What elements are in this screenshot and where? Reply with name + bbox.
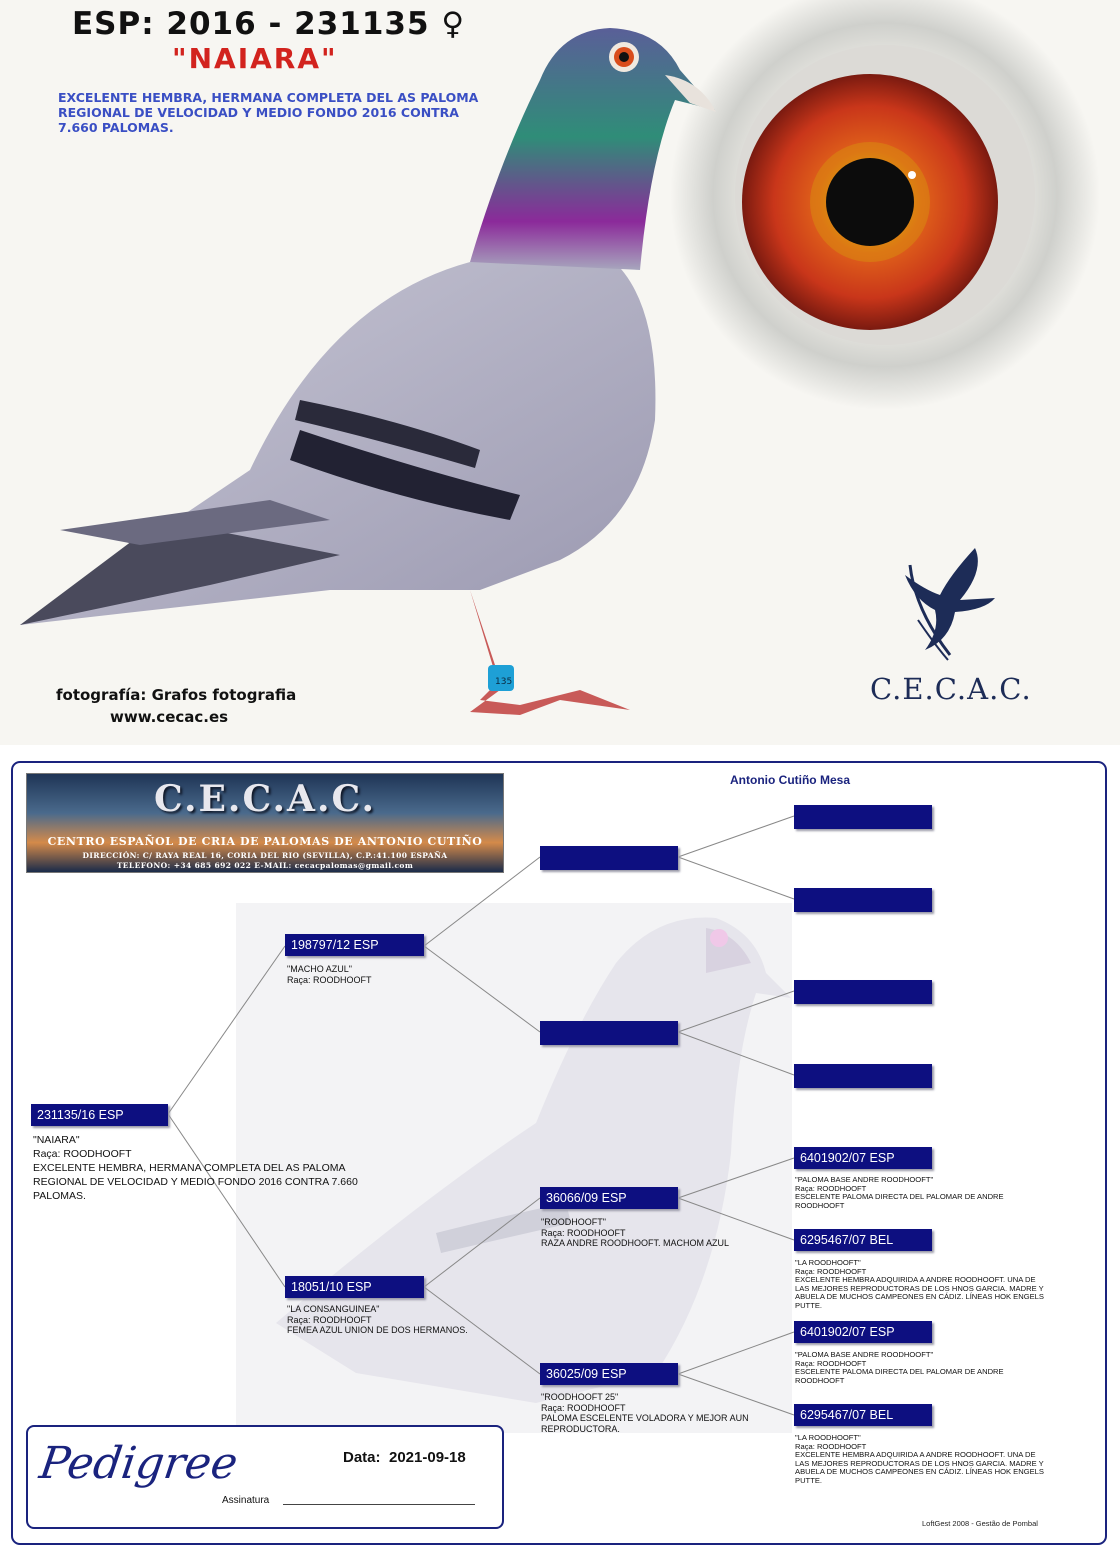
sire-breed: Raça: ROODHOOFT <box>287 974 372 985</box>
signature-label: Assinatura <box>222 1495 270 1506</box>
ggp-notes-6: EXCELENTE HEMBRA ADQUIRIDA A ANDRE ROODHOOFT. UNA DE LAS MEJORES REPRODUCTORAS DE LOS HNOS GARCIA. MADRE Y ABUELA DE MUCHOS CAMPEONES EN CÁDIZ. LÍNEAS HOK ENGELS PUTTE. <box>795 1275 1044 1310</box>
bird-description: EXCELENTE HEMBRA, HERMANA COMPLETA DEL AS PALOMA REGIONAL DE VELOCIDAD Y MEDIO FONDO 2016 CONTRA 7.660 PALOMAS. <box>58 90 479 135</box>
dam-sire-notes: RAZA ANDRE ROODHOOFT. MACHOM AZUL <box>541 1238 730 1248</box>
banner-contact: TELEFONO: +34 685 692 022 E-MAIL: cecacpalomas@gmail.com <box>116 861 414 870</box>
dam-dam-notes: PALOMA ESCELENTE VOLADORA Y MEJOR AUN REPRODUCTORA. <box>541 1413 749 1434</box>
cecac-logo-text: C.E.C.A.C. <box>870 672 1032 706</box>
ggp-breed-5: Raça: ROODHOOFT <box>795 1183 867 1193</box>
banner-address: DIRECCIÓN: C/ RAYA REAL 16, CORIA DEL RIO (SEVILLA), C.P.:41.100 ESPAÑA <box>82 851 448 860</box>
ggp-info-8 <box>795 1434 1050 1486</box>
ggp-ring-box-7[interactable]: 6401902/07 ESP <box>794 1321 932 1343</box>
banner-title: C.E.C.A.C. <box>153 778 377 820</box>
ggp-info-5 <box>795 1176 1050 1210</box>
ggp-notes-7: ESCELENTE PALOMA DIRECTA DEL PALOMAR DE ANDRE ROODHOOFT <box>795 1367 1004 1385</box>
ggp-ring-box-5[interactable]: 6401902/07 ESP <box>794 1147 932 1169</box>
subject-name: "NAIARA" <box>33 1134 80 1146</box>
connector-line <box>678 1032 794 1075</box>
ggp-box-4[interactable] <box>794 1064 932 1088</box>
ggp-breed-6: Raça: ROODHOOFT <box>795 1266 867 1276</box>
dam-sire-info <box>541 1217 771 1249</box>
subject-ring-box[interactable]: 231135/16 ESP <box>31 1104 168 1126</box>
ggp-breed-8: Raça: ROODHOOFT <box>795 1441 867 1451</box>
ggp-box-1[interactable] <box>794 805 932 829</box>
connector-line <box>678 1158 794 1198</box>
ggp-notes-5: ESCELENTE PALOMA DIRECTA DEL PALOMAR DE ANDRE ROODHOOFT <box>795 1192 1004 1210</box>
leg-band-number: 135 <box>495 677 513 687</box>
ggp-name-6: "LA ROODHOOFT" <box>795 1258 861 1267</box>
bird-name-title: "NAIARA" <box>172 42 338 75</box>
ggp-box-2[interactable] <box>794 888 932 912</box>
connector-line <box>678 991 794 1032</box>
dam-notes: FEMEA AZUL UNION DE DOS HERMANOS. <box>287 1325 468 1335</box>
connector-line <box>424 1198 540 1287</box>
owner-name: Antonio Cutiño Mesa <box>730 773 850 787</box>
dam-dam-ring-box[interactable]: 36025/09 ESP <box>540 1363 678 1385</box>
connector-line <box>678 816 794 857</box>
ring-number-title: ESP: 2016 - 231135 ♀ <box>72 6 466 42</box>
connector-line <box>168 946 285 1114</box>
software-credit: LoftGest 2008 - Gestão de Pombal <box>922 1519 1038 1528</box>
sire-sire-box[interactable] <box>540 846 678 870</box>
pedigree-script-label: Pedigree <box>36 1438 241 1489</box>
dam-sire-ring-box[interactable]: 36066/09 ESP <box>540 1187 678 1209</box>
dam-name: "LA CONSANGUINEA" <box>287 1304 380 1314</box>
dam-info <box>287 1304 527 1336</box>
signature-line[interactable] <box>283 1504 475 1505</box>
sire-info <box>287 964 487 985</box>
subject-info <box>33 1133 373 1203</box>
ggp-ring-box-8[interactable]: 6295467/07 BEL <box>794 1404 932 1426</box>
ggp-info-6 <box>795 1259 1050 1311</box>
ggp-notes-8: EXCELENTE HEMBRA ADQUIRIDA A ANDRE ROODHOOFT. UNA DE LAS MEJORES REPRODUCTORAS DE LOS HNOS GARCIA. MADRE Y ABUELA DE MUCHOS CAMPEONES EN CÁDIZ. LÍNEAS HOK ENGELS PUTTE. <box>795 1450 1044 1485</box>
dam-dam-name: "ROODHOOFT 25" <box>541 1392 619 1402</box>
dam-sire-breed: Raça: ROODHOOFT <box>541 1227 626 1238</box>
sire-ring-box[interactable]: 198797/12 ESP <box>285 934 424 956</box>
ggp-name-5: "PALOMA BASE ANDRE ROODHOOFT" <box>795 1175 934 1184</box>
website-link[interactable]: www.cecac.es <box>110 708 229 726</box>
subject-notes: EXCELENTE HEMBRA, HERMANA COMPLETA DEL AS PALOMA REGIONAL DE VELOCIDAD Y MEDIO FONDO 2016 CONTRA 7.660 PALOMAS. <box>33 1162 358 1202</box>
photo-credit: fotografía: Grafos fotografia <box>56 686 297 704</box>
ggp-name-7: "PALOMA BASE ANDRE ROODHOOFT" <box>795 1350 934 1359</box>
subject-breed: Raça: ROODHOOFT <box>33 1148 132 1160</box>
dam-breed: Raça: ROODHOOFT <box>287 1314 372 1325</box>
connector-line <box>424 946 540 1032</box>
connector-line <box>678 1332 794 1374</box>
ggp-ring-box-6[interactable]: 6295467/07 BEL <box>794 1229 932 1251</box>
connector-line <box>424 857 540 946</box>
dam-sire-name: "ROODHOOFT" <box>541 1217 606 1227</box>
banner-subtitle: CENTRO ESPAÑOL DE CRIA DE PALOMAS DE ANTONIO CUTIÑO <box>47 835 483 848</box>
ggp-info-7 <box>795 1351 1050 1385</box>
dam-ring-box[interactable]: 18051/10 ESP <box>285 1276 424 1298</box>
dam-dam-breed: Raça: ROODHOOFT <box>541 1402 626 1413</box>
sire-name: "MACHO AZUL" <box>287 964 352 974</box>
dam-dam-info <box>541 1392 781 1434</box>
ggp-box-3[interactable] <box>794 980 932 1004</box>
date-label: Data: <box>343 1449 381 1466</box>
sire-dam-box[interactable] <box>540 1021 678 1045</box>
connector-line <box>678 857 794 899</box>
date-value: 2021-09-18 <box>389 1449 466 1466</box>
ggp-name-8: "LA ROODHOOFT" <box>795 1433 861 1442</box>
ggp-breed-7: Raça: ROODHOOFT <box>795 1358 867 1368</box>
